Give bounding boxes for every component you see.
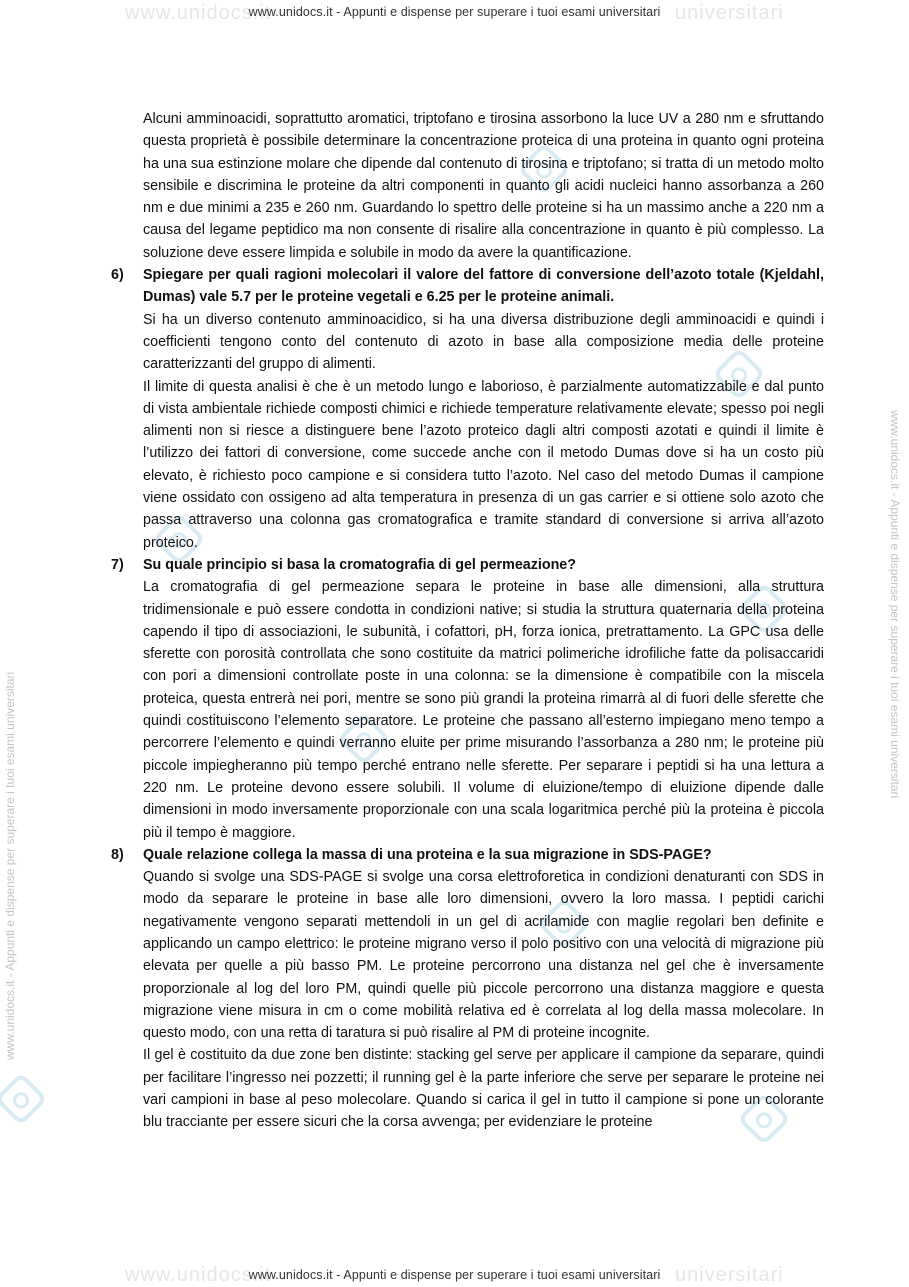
faded-watermark-left: www.unidocs.it: [125, 1264, 272, 1286]
faded-watermark-left: www.unidocs.it: [125, 2, 272, 24]
answer-paragraph: Quando si svolge una SDS-PAGE si svolge una corsa elettroforetica in condizioni denaturanti con SDS in modo da separare le proteine in base alle loro dimensioni, ovvero la loro massa. I peptidi carichi negativamente vengono separati mettendoli in un gel di acrilamide con maglie regolari ben definite e applicando un campo elettrico: le proteine migrano verso il polo positivo con una velocità di migrazione più elevata per quelle a più basso PM. Le proteine percorrono una distanza nel gel che è inversamente proporzionale al log del loro PM, quindi quelle più piccole percorrono una distanza maggiore e questa migrazione viene misura in cm o come mobilità relativa ed è correlata al log della massa molecolare. In questo modo, con una retta di taratura si può risalire al PM di proteine incognite.: [143, 869, 824, 1042]
question-number: 8): [111, 846, 124, 863]
answer-paragraph: Alcuni amminoacidi, soprattutto aromatici, triptofano e tirosina assorbono la luce UV a 280 nm e sfruttando questa proprietà è possibile determinare la concentrazione proteica di una proteina in quanto ogni proteina ha una sua estinzione molare che dipende dal contenuto di tirosina e triptofano; si tratta di un metodo molto sensibile e discrimina le proteine da altri componenti in quanto gli acidi nucleici hanno assorbanza a 260 nm e due minimi a 235 e 260 nm. Guardando lo spettro delle proteine si ha un massimo anche a 220 nm a causa del legame peptidico ma non consente di risalire alla concentrazione in quanto è più complesso. La soluzione deve essere limpida e solubile in modo da avere la quantificazione.: [143, 111, 824, 261]
question-text: Spiegare per quali ragioni molecolari il valore del fattore di conversione dell’azoto totale (Kjeldahl, Dumas) vale 5.7 per le proteine vegetali e 6.25 per le proteine animali.: [143, 267, 824, 306]
left-side-watermark: www.unidocs.it - Appunti e dispense per superare i tuoi esami universitari: [3, 671, 17, 1060]
question-number: 6): [111, 267, 124, 284]
faded-watermark-right: universitari: [675, 2, 784, 24]
watermark-logo-icon: [0, 1072, 48, 1126]
answer-paragraph: Si ha un diverso contenuto amminoacidico, si ha una diversa distribuzione degli amminoacidi e quindi i coefficienti tengono conto del contenuto di azoto in base alla composizione media delle proteine caratterizzanti del gruppo di alimenti.: [143, 311, 824, 373]
answer-paragraph: Il limite di questa analisi è che è un metodo lungo e laborioso, è parzialmente automatizzabile e dal punto di vista ambientale richiede composti chimici e richiede temperature relativamente elevate; spesso poi negli alimenti non si riesce a distinguere bene l’azoto proteico dagli altri composti azotati e quindi il limite è l’utilizzo dei fattori di conversione, come succede anche con il metodo Dumas dove si ha un costo più elevato, è richiesto poco campione e si considera tutto l’azoto. Nel caso del metodo Dumas il campione viene ossidato con ossigeno ad alta temperatura in presenza di un gas carrier e si ottiene solo azoto che passa attraverso una colonna gas cromatografica e tramite standard di conversione si arriva all’azoto proteico.: [143, 378, 824, 551]
footer-watermark: www.unidocs.it - Appunti e dispense per superare i tuoi esami universitari: [248, 1268, 661, 1282]
answer-paragraph: La cromatografia di gel permeazione separa le proteine in base alle dimensioni, alla struttura tridimensionale e può essere condotta in condizioni native; si studia la struttura quaternaria della proteina capendo il tipo di associazioni, le subunità, i cofattori, pH, forza ionica, pretrattamento. La GPC usa delle sferette con porosità controllata che sono costituite da matrici polimeriche idrofiliche fatte da polisaccaridi con pori a dimensioni controllate poste in una colonna: se la dimensione è compatibile con la miscela proteica, questa entrerà nei pori, mentre se sono più grandi la proteina rimarrà al di fuori delle sferette che quindi costituiscono l’elemento separatore. Le proteine che passano all’esterno impiegano meno tempo a percorrere l’elemento e quindi verranno eluite per prime misurando l’assorbanza a 280 nm; le proteine più piccole impiegheranno più tempo perché entrano nelle sferette. Per separare i peptidi si ha una lettura a 220 nm. Le proteine devono essere solubili. Il volume di eluizione/tempo di eluizione dipende dalle dimensioni in modo inversamente proporzionale con una scala logaritmica perché più la proteina è piccola più il tempo è maggiore.: [143, 579, 824, 841]
question-6: [111, 264, 824, 309]
header-watermark: www.unidocs.it - Appunti e dispense per superare i tuoi esami universitari: [248, 5, 661, 19]
document-body: [111, 108, 824, 1134]
question-number: 7): [111, 556, 124, 573]
question-8: [111, 844, 824, 866]
faded-watermark-right: universitari: [675, 1264, 784, 1286]
question-7: [111, 554, 824, 576]
question-text: Su quale principio si basa la cromatografia di gel permeazione?: [143, 556, 576, 573]
answer-paragraph: Il gel è costituito da due zone ben distinte: stacking gel serve per applicare il campione da separare, quindi per facilitare l’ingresso nei pozzetti; il running gel è la parte inferiore che serve per separare le proteine nei vari campioni in base al peso molecolare. Quando si carica il gel in tutto il campione si pone un colorante blu tracciante per essere sicuri che la corsa avvenga; per evidenziare le proteine: [143, 1047, 824, 1131]
right-side-watermark: www.unidocs.it - Appunti e dispense per superare i tuoi esami universitari: [888, 410, 902, 799]
question-text: Quale relazione collega la massa di una proteina e la sua migrazione in SDS-PAGE?: [143, 846, 712, 863]
